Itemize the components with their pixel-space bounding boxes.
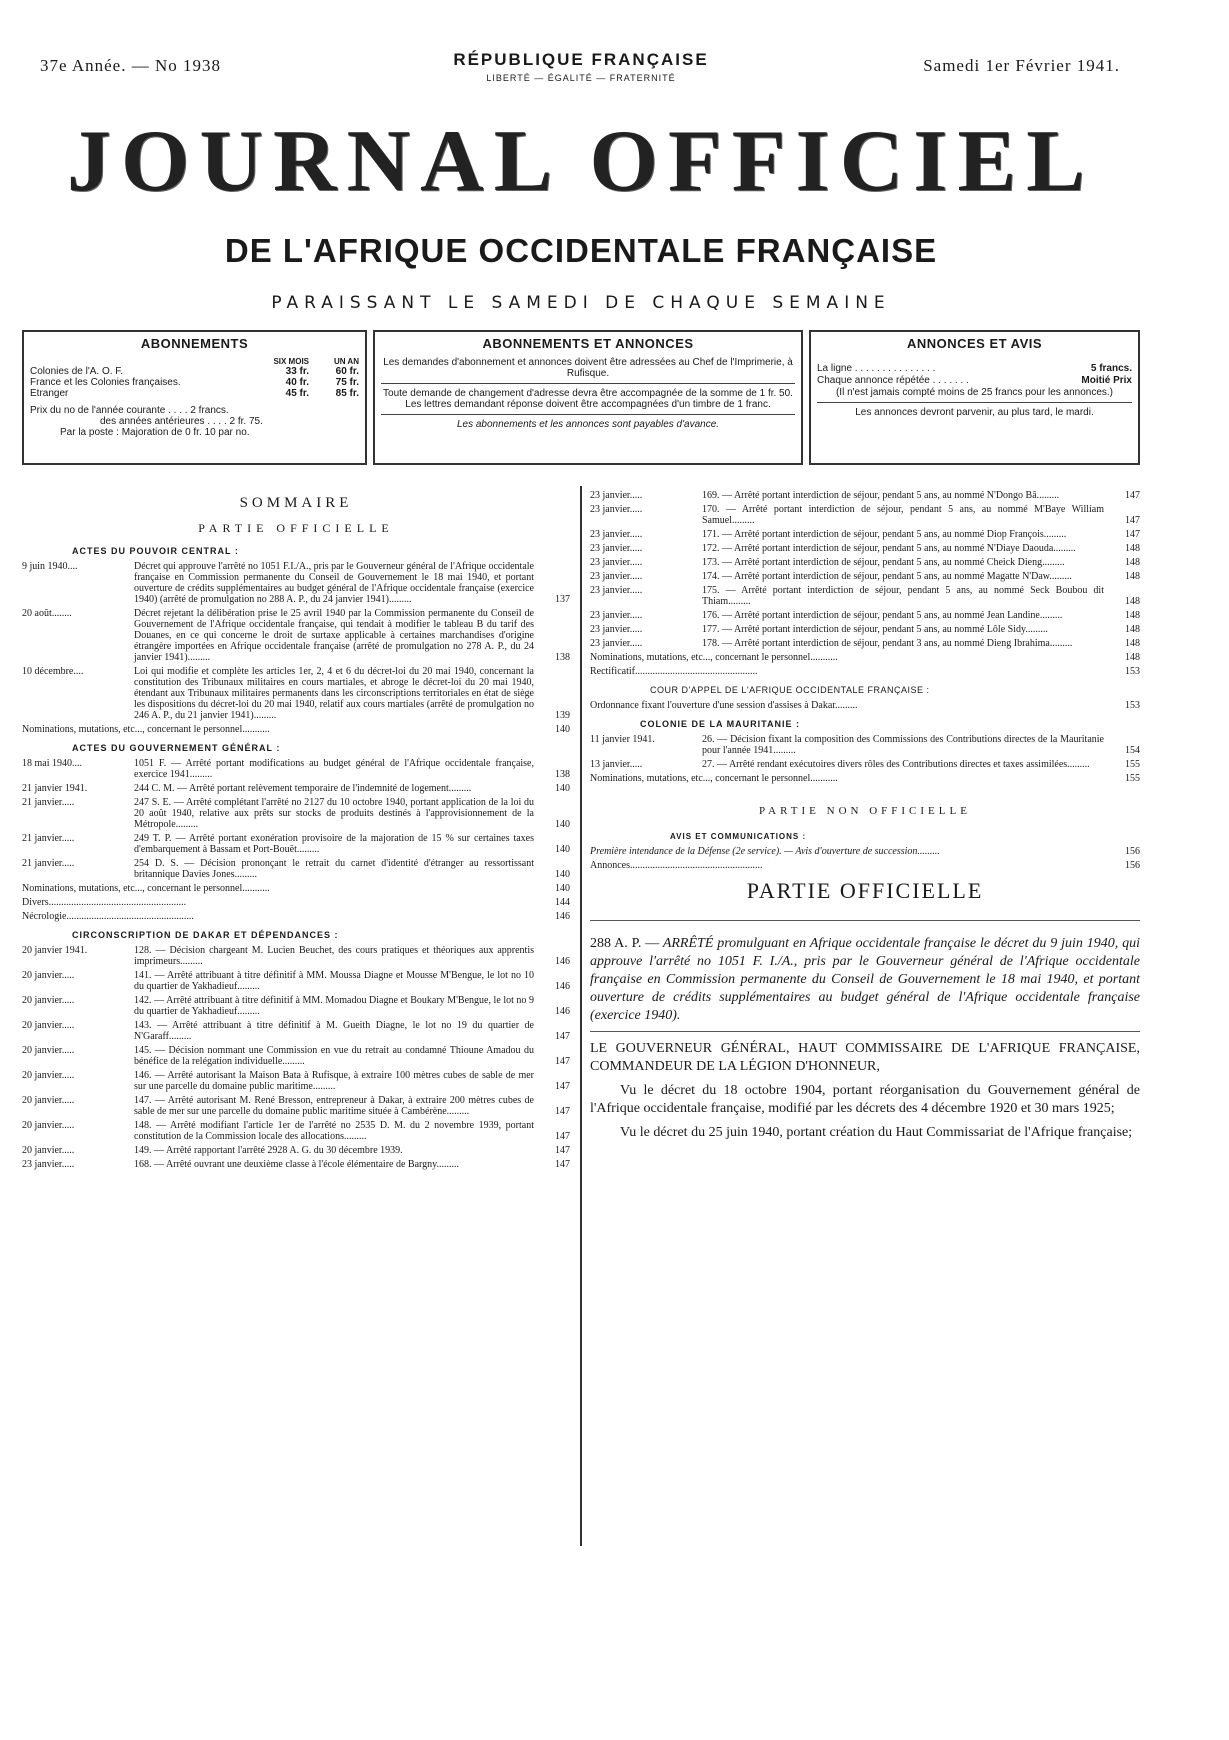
toc-entry bbox=[590, 734, 1140, 756]
toc-entry bbox=[590, 571, 1140, 582]
entry-date: 23 janvier..... bbox=[590, 610, 643, 621]
entry-page: 146 bbox=[555, 956, 570, 967]
entry-text: 176. — Arrêté portant interdiction de séjour, pendant 5 ans, au nommé Jean Landine......... bbox=[702, 610, 1063, 621]
entry-date: 20 janvier..... bbox=[22, 1095, 75, 1106]
toc-entry bbox=[22, 1145, 570, 1156]
entry-page: 139 bbox=[555, 710, 570, 721]
divider bbox=[590, 1031, 1140, 1032]
toc-entry bbox=[22, 758, 570, 780]
decree-authority: LE GOUVERNEUR GÉNÉRAL, HAUT COMMISSAIRE DE L'AFRIQUE FRANÇAISE, COMMANDEUR DE LA LÉGION D'HONNEUR, bbox=[590, 1041, 1140, 1074]
price-row-label: France et les Colonies françaises. bbox=[30, 377, 181, 388]
entry-page: 148 bbox=[1125, 652, 1140, 663]
section-heading: ACTES DU GOUVERNEMENT GÉNÉRAL : bbox=[72, 743, 281, 753]
toc-entry bbox=[590, 557, 1140, 568]
entry-page: 156 bbox=[1125, 846, 1140, 857]
issue-price-current: Prix du no de l'année courante . . . . 2 francs. bbox=[30, 405, 229, 416]
decree-vu-paragraph: Vu le décret du 25 juin 1940, portant création du Haut Commissariat de l'Afrique française; bbox=[620, 1125, 1133, 1140]
issue-number: 37e Année. — No 1938 bbox=[40, 56, 222, 75]
box-divider bbox=[817, 402, 1132, 403]
entry-date: 20 janvier 1941. bbox=[22, 945, 88, 956]
entry-date: 20 janvier..... bbox=[22, 970, 75, 981]
decree-vu-paragraph: Vu le décret du 18 octobre 1904, portant réorganisation du Gouvernement général de l'Afrique occidentale française, modifié par les décrets des 4 décembre 1920 et 30 mars 1925; bbox=[590, 1083, 1140, 1116]
entry-date: 23 janvier..... bbox=[590, 571, 643, 582]
entry-text: 249 T. P. — Arrêté portant exonération provisoire de la majoration de 15 % sur certaines taxes d'embarquement à Bassam et Port-Bouët......... bbox=[134, 833, 534, 855]
partie-officielle-heading: PARTIE OFFICIELLE bbox=[198, 521, 394, 535]
box-divider bbox=[381, 383, 795, 384]
toc-entry bbox=[590, 773, 1140, 784]
entry-date: 23 janvier..... bbox=[590, 529, 643, 540]
entry-text: 178. — Arrêté portant interdiction de séjour, pendant 3 ans, au nommé Dieng Ibrahima......... bbox=[702, 638, 1073, 649]
entry-text: Nécrologie................................................... bbox=[22, 911, 194, 922]
section-heading: COUR D'APPEL DE L'AFRIQUE OCCIDENTALE FRANÇAISE : bbox=[650, 685, 930, 695]
entry-date: 20 janvier..... bbox=[22, 995, 75, 1006]
entry-text: 142. — Arrêté attribuant à titre définitif à MM. Momadou Diagne et Boukary M'Bengue, le lot no 9 du quartier de Yakhadieuf......... bbox=[134, 995, 534, 1017]
entry-page: 140 bbox=[555, 724, 570, 735]
price-six: 45 fr. bbox=[285, 388, 309, 399]
partie-officielle-title: PARTIE OFFICIELLE bbox=[746, 878, 984, 903]
entry-page: 153 bbox=[1125, 700, 1140, 711]
toc-entry bbox=[22, 833, 570, 855]
entry-text: 244 C. M. — Arrêté portant relèvement temporaire de l'indemnité de logement......... bbox=[134, 783, 472, 794]
issue-price-past: des années antérieures . . . . 2 fr. 75. bbox=[100, 416, 263, 427]
toc-entry bbox=[590, 490, 1140, 501]
price-row bbox=[30, 388, 359, 399]
section-heading: CIRCONSCRIPTION DE DAKAR ET DÉPENDANCES : bbox=[72, 930, 339, 940]
entry-text: Divers....................................................... bbox=[22, 897, 187, 908]
entry-date: 21 janvier 1941. bbox=[22, 783, 88, 794]
decree-title: ARRÊTÉ promulguant en Afrique occidentale française le décret du 9 juin 1940, qui approuve l'arrêté no 1051 F. I./A., pris par le Gouverneur général de l'Afrique occidentale française en Commission permanente du Conseil de Gouvernement le 18 mai 1940, et portant ouverture de crédits supplémentaires au budget général de l'Afrique occidentale française (exercice 1940). bbox=[590, 936, 1140, 1023]
decree-heading bbox=[590, 935, 1140, 1025]
abonnements-title: ABONNEMENTS bbox=[140, 336, 249, 351]
entry-page: 148 bbox=[1125, 557, 1140, 568]
entry-date: 21 janvier..... bbox=[22, 858, 75, 869]
toc-entry bbox=[22, 1070, 570, 1092]
subscription-address-note: Les demandes d'abonnement et annonces doivent être adressées au Chef de l'Imprimerie, à Rufisque. bbox=[383, 357, 793, 379]
price-columns-header bbox=[30, 357, 359, 366]
toc-entry bbox=[22, 561, 570, 605]
entry-page: 147 bbox=[1125, 515, 1140, 526]
toc-entry bbox=[22, 897, 570, 908]
entry-page: 148 bbox=[1125, 638, 1140, 649]
repeat-price-value: Moitié Prix bbox=[1081, 375, 1132, 386]
entry-text: Nominations, mutations, etc..., concernant le personnel........... bbox=[590, 652, 838, 663]
entry-date: 20 janvier..... bbox=[22, 1120, 75, 1131]
entry-page: 144 bbox=[555, 897, 570, 908]
toc-entry bbox=[590, 610, 1140, 621]
entry-text: Nominations, mutations, etc..., concernant le personnel........... bbox=[590, 773, 838, 784]
entry-text: 172. — Arrêté portant interdiction de séjour, pendant 5 ans, au nommé N'Diaye Daouda......... bbox=[702, 543, 1076, 554]
entry-date: 23 janvier..... bbox=[590, 504, 643, 515]
entry-text: Nominations, mutations, etc..., concernant le personnel........... bbox=[22, 883, 270, 894]
line-price-label: La ligne . . . . . . . . . . . . . . . bbox=[817, 363, 936, 374]
decree-number: 288 A. P. — bbox=[590, 936, 660, 951]
box-divider bbox=[381, 414, 795, 415]
toc-entry bbox=[590, 543, 1140, 554]
section-heading: ACTES DU POUVOIR CENTRAL : bbox=[72, 546, 239, 556]
entry-page: 147 bbox=[555, 1145, 570, 1156]
entry-date: 23 janvier..... bbox=[590, 638, 643, 649]
entry-page: 147 bbox=[1125, 490, 1140, 501]
toc-entry bbox=[22, 970, 570, 992]
toc-entry bbox=[22, 995, 570, 1017]
toc-entry bbox=[22, 1159, 570, 1170]
repeat-price-row bbox=[817, 375, 1132, 387]
entry-text: 27. — Arrêté rendant exécutoires divers rôles des Contributions directes et taxes assimilées......... bbox=[702, 759, 1090, 770]
entry-text: 145. — Décision nommant une Commission en vue du retrait au condamné Thioune Amadou du bénéfice de la relégation individuelle......... bbox=[134, 1045, 534, 1067]
entry-page: 148 bbox=[1125, 610, 1140, 621]
entry-text: 147. — Arrêté autorisant M. René Bresson, entrepreneur à Dakar, à extraire 200 mètres cubes de sable de mer sur une parcelle du domaine public maritime située à Cambérène......... bbox=[134, 1095, 534, 1117]
entry-text: 141. — Arrêté attribuant à titre définitif à MM. Moussa Diagne et Mousse M'Bengue, le lot no 10 du quartier de Yakhadieuf......... bbox=[134, 970, 534, 992]
toc-entry bbox=[590, 759, 1140, 770]
entry-page: 147 bbox=[555, 1081, 570, 1092]
entry-text: Rectificatif................................................. bbox=[590, 666, 758, 677]
entry-text: Décret qui approuve l'arrêté no 1051 F.I./A., pris par le Gouverneur général de l'Afrique occidentale française en Commission permanente du Conseil de Gouvernement le 18 mai 1940, et portant ouverture de crédits supplémentaires au budget général de l'Afrique occidentale française (exercice 1940) (arrêté de promulgation no 288 A. P., du 24 janvier 1941)......... bbox=[134, 561, 534, 605]
price-row bbox=[30, 366, 359, 377]
issue-date: Samedi 1er Février 1941. bbox=[923, 56, 1120, 75]
toc-entry bbox=[22, 883, 570, 894]
entry-page: 148 bbox=[1125, 624, 1140, 635]
entry-page: 138 bbox=[555, 652, 570, 663]
entry-text: 148. — Arrêté modifiant l'article 1er de l'arrêté no 2535 D. M. du 2 novembre 1939, portant constitution de la Commission locale des allocations......... bbox=[134, 1120, 534, 1142]
toc-entry bbox=[22, 858, 570, 880]
toc-entry bbox=[590, 529, 1140, 540]
republic-title: RÉPUBLIQUE FRANÇAISE bbox=[453, 50, 709, 69]
entry-date: 20 août........ bbox=[22, 608, 72, 619]
toc-entry bbox=[590, 624, 1140, 635]
entry-text: 26. — Décision fixant la composition des Commissions des Contributions directes de la Mauritanie pour l'année 1941......... bbox=[702, 734, 1104, 756]
entry-page: 147 bbox=[555, 1159, 570, 1170]
toc-entry bbox=[590, 504, 1140, 526]
toc-entry bbox=[590, 700, 1140, 711]
toc-entry bbox=[22, 797, 570, 830]
entry-text: 149. — Arrêté rapportant l'arrêté 2928 A. G. du 30 décembre 1939. bbox=[134, 1145, 403, 1156]
entry-date: 21 janvier..... bbox=[22, 797, 75, 808]
toc-entry bbox=[22, 666, 570, 721]
sommaire-left-column bbox=[22, 490, 570, 1173]
entry-page: 140 bbox=[555, 844, 570, 855]
annonces-avis-title: ANNONCES ET AVIS bbox=[906, 336, 1043, 351]
price-year: 85 fr. bbox=[335, 388, 359, 399]
entry-text: Décret rejetant la délibération prise le 25 avril 1940 par la Commission permanente du Conseil de Gouvernement de l'Afrique occidentale française, qui tendait à modifier le tableau B du tarif des Douanes, en ce qui concerne le droit de surtaxe applicable à certaines marchandises d'origine étrangère importées en Afrique occidentale française (arrêté de promulgation no 278 A. P., du 24 janvier 1941)......... bbox=[134, 608, 534, 663]
entry-page: 148 bbox=[1125, 596, 1140, 607]
postal-surcharge: Par la poste : Majoration de 0 fr. 10 par no. bbox=[60, 427, 250, 438]
entry-date: 23 janvier..... bbox=[590, 557, 643, 568]
entry-text: 177. — Arrêté portant interdiction de séjour, pendant 5 ans, au nommé Lôle Sidy......... bbox=[702, 624, 1048, 635]
entry-page: 155 bbox=[1125, 773, 1140, 784]
header-top-line bbox=[30, 50, 1132, 90]
entry-text: 169. — Arrêté portant interdiction de séjour, pendant 5 ans, au nommé N'Dongo Bâ......... bbox=[702, 490, 1060, 501]
entry-text: Ordonnance fixant l'ouverture d'une session d'assises à Dakar......... bbox=[590, 700, 858, 711]
publication-frequency: PARAISSANT LE SAMEDI DE CHAQUE SEMAINE bbox=[271, 293, 891, 313]
toc-entry bbox=[590, 652, 1140, 663]
entry-date: 9 juin 1940.... bbox=[22, 561, 78, 572]
entry-page: 148 bbox=[1125, 543, 1140, 554]
toc-entry bbox=[22, 1045, 570, 1067]
section-heading: COLONIE DE LA MAURITANIE : bbox=[640, 719, 800, 729]
minimum-charge-note: (Il n'est jamais compté moins de 25 francs pour les annonces.) bbox=[835, 387, 1114, 398]
entry-page: 140 bbox=[555, 783, 570, 794]
entry-date: 23 janvier..... bbox=[590, 585, 643, 596]
entry-date: 23 janvier..... bbox=[22, 1159, 75, 1170]
toc-entry bbox=[22, 1095, 570, 1117]
price-six: 33 fr. bbox=[285, 366, 309, 377]
entry-date: 21 janvier..... bbox=[22, 833, 75, 844]
entry-page: 154 bbox=[1125, 745, 1140, 756]
info-boxes bbox=[22, 330, 1140, 465]
partie-non-officielle-heading: PARTIE NON OFFICIELLE bbox=[759, 805, 971, 817]
abonnements-annonces-box bbox=[373, 330, 803, 465]
toc-entry bbox=[22, 608, 570, 663]
entry-page: 156 bbox=[1125, 860, 1140, 871]
divider bbox=[590, 920, 1140, 921]
entry-text: Nominations, mutations, etc..., concernant le personnel........... bbox=[22, 724, 270, 735]
payment-note: Les abonnements et les annonces sont payables d'avance. bbox=[456, 419, 720, 430]
abonnements-box bbox=[22, 330, 367, 465]
price-row-label: Etranger bbox=[30, 388, 69, 399]
toc-entry bbox=[590, 585, 1140, 607]
deadline-note: Les annonces devront parvenir, au plus tard, le mardi. bbox=[855, 407, 1094, 418]
entry-page: 147 bbox=[1125, 529, 1140, 540]
entry-text: 254 D. S. — Décision prononçant le retrait du carnet d'identité d'étranger au ressortissant britannique Davies Jones......... bbox=[134, 858, 534, 880]
republic-motto: LIBERTÉ — ÉGALITÉ — FRATERNITÉ bbox=[486, 73, 676, 83]
entry-date: 20 janvier..... bbox=[22, 1045, 75, 1056]
price-row-label: Colonies de l'A. O. F. bbox=[30, 366, 124, 377]
entry-text: Première intendance de la Défense (2e service). — Avis d'ouverture de succession......... bbox=[590, 846, 940, 857]
entry-date: 18 mai 1940.... bbox=[22, 758, 82, 769]
toc-entry bbox=[22, 783, 570, 794]
line-price-value: 5 francs. bbox=[1090, 363, 1132, 374]
entry-page: 140 bbox=[555, 819, 570, 830]
entry-date: 10 décembre.... bbox=[22, 666, 84, 677]
entry-text: Annonces..................................................... bbox=[590, 860, 763, 871]
price-row bbox=[30, 377, 359, 388]
entry-date: 13 janvier..... bbox=[590, 759, 643, 770]
toc-entry bbox=[590, 860, 1140, 871]
toc-entry bbox=[22, 911, 570, 922]
entry-text: 1051 F. — Arrêté portant modifications au budget général de l'Afrique occidentale française, exercice 1941......... bbox=[134, 758, 534, 780]
entry-text: 170. — Arrêté portant interdiction de séjour, pendant 5 ans, au nommé M'Baye William Samuel......... bbox=[702, 504, 1104, 526]
one-year-header: UN AN bbox=[333, 357, 359, 366]
entry-text: 175. — Arrêté portant interdiction de séjour, pendant 5 ans, au nommé Seck Boubou dit Thiam......... bbox=[702, 585, 1104, 607]
column-divider bbox=[580, 486, 582, 1546]
toc-entry bbox=[22, 724, 570, 735]
sommaire-right-column bbox=[590, 490, 1140, 1148]
entry-page: 137 bbox=[555, 594, 570, 605]
masthead-title: JOURNAL OFFICIEL bbox=[67, 113, 1095, 210]
entry-page: 147 bbox=[555, 1106, 570, 1117]
entry-text: 171. — Arrêté portant interdiction de séjour, pendant 5 ans, au nommé Diop François......... bbox=[702, 529, 1067, 540]
entry-page: 140 bbox=[555, 869, 570, 880]
entry-page: 140 bbox=[555, 883, 570, 894]
abonnements-annonces-title: ABONNEMENTS ET ANNONCES bbox=[482, 336, 694, 351]
section-heading: AVIS ET COMMUNICATIONS : bbox=[670, 832, 807, 841]
entry-date: 20 janvier..... bbox=[22, 1070, 75, 1081]
toc-entry bbox=[590, 638, 1140, 649]
annonces-avis-box bbox=[809, 330, 1140, 465]
entry-text: 146. — Arrêté autorisant la Maison Bata à Rufisque, à extraire 100 mètres cubes de sable de mer sur une parcelle du domaine public maritime......... bbox=[134, 1070, 534, 1092]
entry-page: 153 bbox=[1125, 666, 1140, 677]
entry-page: 146 bbox=[555, 981, 570, 992]
entry-date: 23 janvier..... bbox=[590, 543, 643, 554]
address-change-note: Toute demande de changement d'adresse devra être accompagnée de la somme de 1 fr. 50. Les lettres demandant réponse doivent être accompagnées d'un timbre de 1 franc. bbox=[383, 388, 793, 410]
toc-entry bbox=[22, 1020, 570, 1042]
repeat-price-label: Chaque annonce répétée . . . . . . . bbox=[817, 375, 969, 386]
price-year: 75 fr. bbox=[335, 377, 359, 388]
entry-text: 173. — Arrêté portant interdiction de séjour, pendant 5 ans, au nommé Cheick Dieng......... bbox=[702, 557, 1065, 568]
entry-page: 147 bbox=[555, 1031, 570, 1042]
price-year: 60 fr. bbox=[335, 366, 359, 377]
entry-text: 128. — Décision chargeant M. Lucien Beuchet, des cours pratiques et théoriques aux apprentis imprimeurs......... bbox=[134, 945, 534, 967]
entry-date: 23 janvier..... bbox=[590, 490, 643, 501]
price-six: 40 fr. bbox=[285, 377, 309, 388]
decree-body bbox=[590, 1040, 1140, 1142]
toc-entry bbox=[22, 1120, 570, 1142]
line-price-row bbox=[817, 363, 1132, 375]
entry-page: 146 bbox=[555, 911, 570, 922]
sommaire-title: SOMMAIRE bbox=[239, 495, 353, 511]
entry-date: 23 janvier..... bbox=[590, 624, 643, 635]
entry-page: 155 bbox=[1125, 759, 1140, 770]
six-months-header: SIX MOIS bbox=[273, 357, 309, 366]
masthead-subtitle: DE L'AFRIQUE OCCIDENTALE FRANÇAISE bbox=[224, 232, 938, 269]
entry-page: 138 bbox=[555, 769, 570, 780]
toc-entry bbox=[22, 945, 570, 967]
entry-page: 148 bbox=[1125, 571, 1140, 582]
entry-page: 146 bbox=[555, 1006, 570, 1017]
entry-page: 147 bbox=[555, 1131, 570, 1142]
toc-entry bbox=[590, 846, 1140, 857]
entry-text: Loi qui modifie et complète les articles 1er, 2, 4 et 6 du décret-loi du 20 mai 1940, concernant la constitution des Tribunaux militaires en cours martiales, et abroge le décret-loi du 20 mai 1940, étendant aux Tribunaux militaires permanents dans les circonscriptions territoriales en état de siège les dispositions du décret-loi du 20 mai 1940, relatif aux cours martiales (arrêté de promulgation no 246 A. P., du 21 janvier 1941)......... bbox=[134, 666, 534, 721]
entry-date: 20 janvier..... bbox=[22, 1145, 75, 1156]
toc-entry bbox=[590, 666, 1140, 677]
entry-text: 143. — Arrêté attribuant à titre définitif à M. Gueith Diagne, le lot no 19 du quartier de N'Garaff......... bbox=[134, 1020, 534, 1042]
entry-date: 11 janvier 1941. bbox=[590, 734, 655, 745]
journal-page bbox=[22, 0, 1140, 1740]
entry-text: 168. — Arrêté ouvrant une deuxième classe à l'école élémentaire de Bargny......... bbox=[134, 1159, 460, 1170]
entry-text: 174. — Arrêté portant interdiction de séjour, pendant 5 ans, au nommé Magatte N'Daw......... bbox=[702, 571, 1072, 582]
entry-page: 147 bbox=[555, 1056, 570, 1067]
entry-date: 20 janvier..... bbox=[22, 1020, 75, 1031]
entry-text: 247 S. E. — Arrêté complétant l'arrêté no 2127 du 10 octobre 1940, portant application de la loi du 20 août 1940, relative aux prêts sur stocks de produits destinés à l'approvisionnement de la Métropole......... bbox=[134, 797, 534, 830]
